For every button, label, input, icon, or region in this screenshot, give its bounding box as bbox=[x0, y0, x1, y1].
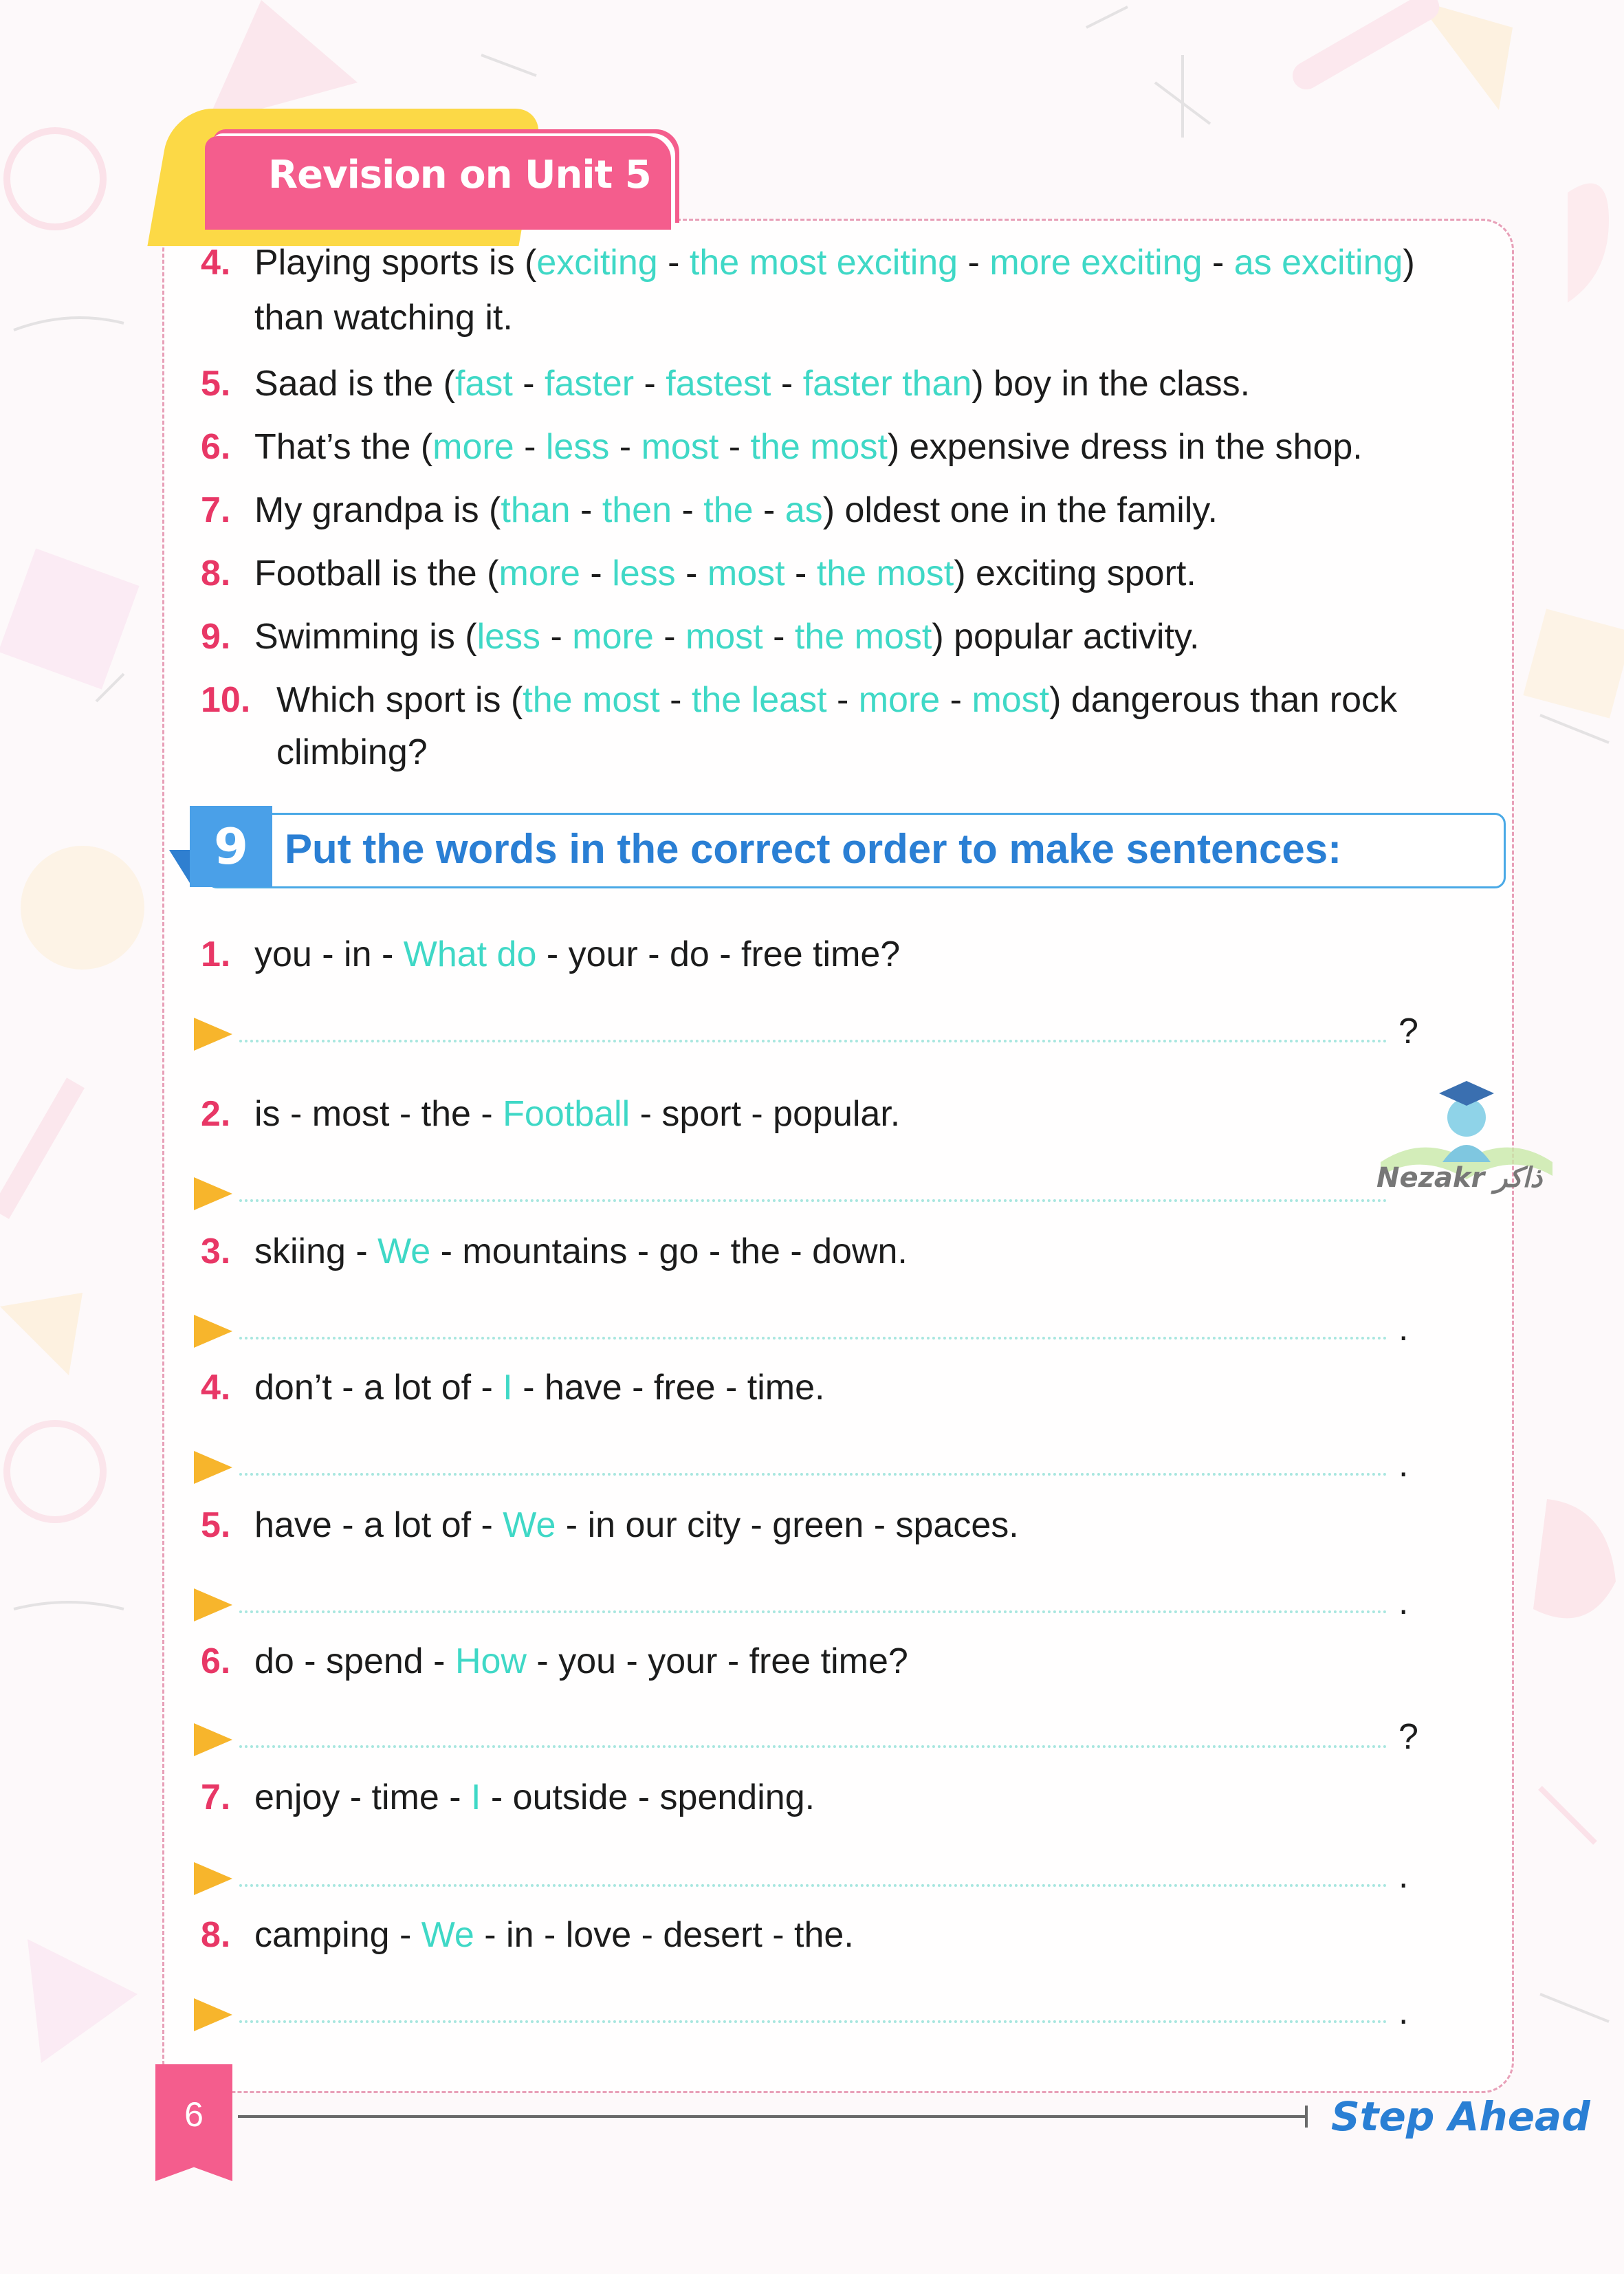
option-separator: - bbox=[653, 617, 685, 657]
word-group: don’t - a lot of - bbox=[254, 1368, 503, 1408]
scrambled-words bbox=[254, 1505, 1019, 1546]
question-number: 8. bbox=[201, 554, 231, 593]
section-number: 9 bbox=[190, 806, 272, 887]
answer-option[interactable]: most bbox=[685, 617, 763, 657]
arrow-icon bbox=[194, 1998, 232, 2031]
option-separator: - bbox=[514, 427, 546, 467]
option-separator: - bbox=[762, 617, 795, 657]
answer-end-punctuation: ? bbox=[1398, 1012, 1418, 1051]
page-number: 6 bbox=[184, 2095, 204, 2134]
arrow-icon bbox=[194, 1588, 232, 1621]
question-number: 9. bbox=[201, 617, 231, 657]
question-stem: Saad is the ( bbox=[254, 364, 455, 404]
option-separator: - bbox=[1202, 243, 1234, 283]
question-continuation: than watching it. bbox=[254, 298, 513, 338]
answer-option[interactable]: exciting bbox=[536, 243, 658, 283]
answer-option[interactable]: less bbox=[476, 617, 541, 657]
answer-line[interactable] bbox=[194, 1717, 1418, 1762]
option-separator: - bbox=[580, 554, 613, 593]
answer-option[interactable]: the bbox=[703, 490, 754, 530]
scrambled-words bbox=[254, 1367, 824, 1408]
answer-option[interactable]: the least bbox=[691, 680, 827, 720]
starter-word: Football bbox=[503, 1094, 630, 1134]
answer-line[interactable] bbox=[194, 1309, 1418, 1353]
word-group: - sport - popular. bbox=[630, 1094, 901, 1134]
question-number: 8. bbox=[201, 1915, 231, 1955]
dotted-writing-line[interactable] bbox=[239, 2020, 1387, 2023]
question-tail: ) oldest one in the family. bbox=[822, 490, 1218, 530]
question-number: 7. bbox=[201, 490, 231, 530]
answer-option[interactable]: more exciting bbox=[989, 243, 1203, 283]
question-stem: My grandpa is ( bbox=[254, 490, 501, 530]
question-tail: ) exciting sport. bbox=[954, 554, 1196, 593]
question-number: 6. bbox=[201, 427, 231, 467]
answer-line[interactable] bbox=[194, 1174, 1418, 1216]
starter-word: I bbox=[503, 1368, 513, 1408]
dotted-writing-line[interactable] bbox=[239, 1040, 1387, 1042]
answer-option[interactable]: faster bbox=[545, 364, 635, 404]
arrow-icon bbox=[194, 1723, 232, 1756]
question-text bbox=[254, 616, 1200, 657]
word-group: enjoy - time - bbox=[254, 1778, 471, 1817]
answer-end-punctuation: . bbox=[1398, 1856, 1409, 1896]
watermark-logo-text: Nezakr ذاكر bbox=[1376, 1162, 1543, 1194]
word-group: - mountains - go - the - down. bbox=[430, 1232, 908, 1271]
answer-option[interactable]: more bbox=[858, 680, 941, 720]
word-group: skiing - bbox=[254, 1232, 378, 1271]
word-group: camping - bbox=[254, 1915, 421, 1955]
answer-end-punctuation: ? bbox=[1398, 1717, 1418, 1757]
footer-divider bbox=[238, 2115, 1308, 2118]
option-separator: - bbox=[940, 680, 972, 720]
option-separator: - bbox=[718, 427, 751, 467]
question-number: 2. bbox=[201, 1094, 231, 1134]
arrow-icon bbox=[194, 1315, 232, 1348]
answer-option[interactable]: most bbox=[707, 554, 785, 593]
question-tail: ) boy in the class. bbox=[972, 364, 1251, 404]
answer-option[interactable]: the most bbox=[523, 680, 660, 720]
word-group: - you - your - free time? bbox=[526, 1641, 908, 1681]
question-text bbox=[254, 553, 1196, 594]
question-tail: ) expensive dress in the shop. bbox=[887, 427, 1363, 467]
question-number: 7. bbox=[201, 1778, 231, 1817]
arrow-icon bbox=[194, 1018, 232, 1051]
footer-divider-tick bbox=[1305, 2106, 1308, 2128]
answer-option[interactable]: the most bbox=[750, 427, 888, 467]
word-group: you - in - bbox=[254, 934, 404, 974]
option-separator: - bbox=[675, 554, 707, 593]
answer-option[interactable]: as exciting bbox=[1233, 243, 1403, 283]
dotted-writing-line[interactable] bbox=[239, 1610, 1387, 1613]
section-header-fold bbox=[169, 850, 190, 883]
scrambled-words bbox=[254, 1777, 815, 1818]
scrambled-words bbox=[254, 1093, 900, 1135]
option-separator: - bbox=[784, 554, 817, 593]
question-number: 3. bbox=[201, 1232, 231, 1271]
question-text bbox=[254, 426, 1363, 468]
word-group: - your - do - free time? bbox=[536, 934, 901, 974]
question-stem: That’s the ( bbox=[254, 427, 433, 467]
option-separator: - bbox=[753, 490, 785, 530]
arrow-icon bbox=[194, 1451, 232, 1484]
dotted-writing-line[interactable] bbox=[239, 1337, 1387, 1340]
question-number: 10. bbox=[201, 680, 251, 720]
word-group: - have - free - time. bbox=[512, 1368, 825, 1408]
answer-option[interactable]: less bbox=[545, 427, 610, 467]
answer-option[interactable]: most bbox=[972, 680, 1050, 720]
option-separator: - bbox=[657, 243, 690, 283]
question-stem: Swimming is ( bbox=[254, 617, 477, 657]
question-continuation: climbing? bbox=[276, 732, 428, 772]
arrow-icon bbox=[194, 1177, 232, 1210]
answer-line[interactable] bbox=[194, 1012, 1418, 1056]
question-number: 5. bbox=[201, 1505, 231, 1545]
answer-option[interactable]: fast bbox=[454, 364, 513, 404]
page-title: Revision on Unit 5 bbox=[268, 153, 651, 197]
word-group: - in our city - green - spaces. bbox=[556, 1505, 1019, 1545]
answer-option[interactable]: more bbox=[498, 554, 580, 593]
word-group: - outside - spending. bbox=[481, 1778, 815, 1817]
answer-option[interactable]: the most bbox=[794, 617, 932, 657]
answer-end-punctuation: . bbox=[1398, 1582, 1409, 1622]
word-group: have - a lot of - bbox=[254, 1505, 503, 1545]
answer-option[interactable]: more bbox=[572, 617, 654, 657]
question-number: 4. bbox=[201, 1368, 231, 1408]
option-separator: - bbox=[771, 364, 803, 404]
answer-option[interactable]: more bbox=[432, 427, 514, 467]
question-stem: Playing sports is ( bbox=[254, 243, 537, 283]
option-separator: - bbox=[512, 364, 545, 404]
answer-option[interactable]: as bbox=[784, 490, 823, 530]
starter-word: How bbox=[454, 1641, 527, 1681]
arrow-icon bbox=[194, 1862, 232, 1895]
dotted-writing-line[interactable] bbox=[239, 1884, 1387, 1887]
option-separator: - bbox=[826, 680, 859, 720]
answer-option[interactable]: than bbox=[501, 490, 571, 530]
question-number: 4. bbox=[201, 243, 231, 283]
option-separator: - bbox=[570, 490, 602, 530]
question-tail: ) dangerous than rock bbox=[1049, 680, 1397, 720]
option-separator: - bbox=[634, 364, 666, 404]
question-text bbox=[254, 363, 1250, 404]
answer-end-punctuation: . bbox=[1398, 1445, 1409, 1485]
dotted-writing-line[interactable] bbox=[239, 1745, 1387, 1748]
question-number: 1. bbox=[201, 934, 231, 974]
question-stem: Which sport is ( bbox=[276, 680, 523, 720]
footer-brand: Step Ahead bbox=[1331, 2093, 1590, 2140]
answer-option[interactable]: most bbox=[641, 427, 719, 467]
dotted-writing-line[interactable] bbox=[239, 1473, 1387, 1476]
scrambled-words bbox=[254, 1914, 854, 1956]
option-separator: - bbox=[958, 243, 990, 283]
starter-word: We bbox=[377, 1232, 431, 1271]
answer-option[interactable]: less bbox=[612, 554, 676, 593]
answer-line[interactable] bbox=[194, 1992, 1418, 2037]
starter-word: We bbox=[503, 1505, 556, 1545]
question-text bbox=[254, 242, 1415, 283]
scrambled-words bbox=[254, 934, 900, 975]
answer-option[interactable]: the most bbox=[816, 554, 954, 593]
scrambled-words bbox=[254, 1231, 908, 1272]
word-group: - in - love - desert - the. bbox=[474, 1915, 854, 1955]
question-stem: Football is the ( bbox=[254, 554, 499, 593]
dotted-writing-line[interactable] bbox=[239, 1199, 1387, 1202]
question-tail: ) popular activity. bbox=[932, 617, 1200, 657]
starter-word: What do bbox=[403, 934, 537, 974]
word-group: do - spend - bbox=[254, 1641, 455, 1681]
option-separator: - bbox=[672, 490, 704, 530]
question-text bbox=[276, 679, 1397, 721]
question-text bbox=[254, 490, 1218, 531]
section-title: Put the words in the correct order to make sentences: bbox=[285, 826, 1342, 872]
answer-line[interactable] bbox=[194, 1582, 1418, 1627]
starter-word: We bbox=[421, 1915, 474, 1955]
option-separator: - bbox=[609, 427, 641, 467]
question-tail: ) bbox=[1403, 243, 1415, 283]
answer-option[interactable]: faster than bbox=[802, 364, 972, 404]
starter-word: I bbox=[470, 1778, 481, 1817]
answer-end-punctuation: . bbox=[1398, 1309, 1409, 1348]
answer-line[interactable] bbox=[194, 1856, 1418, 1901]
answer-option[interactable]: then bbox=[602, 490, 672, 530]
answer-end-punctuation: . bbox=[1398, 1992, 1409, 2032]
question-number: 6. bbox=[201, 1641, 231, 1681]
option-separator: - bbox=[540, 617, 573, 657]
option-separator: - bbox=[659, 680, 692, 720]
answer-line[interactable] bbox=[194, 1445, 1418, 1489]
answer-option[interactable]: the most exciting bbox=[689, 243, 958, 283]
scrambled-words bbox=[254, 1641, 908, 1682]
word-group: is - most - the - bbox=[254, 1094, 503, 1134]
question-number: 5. bbox=[201, 364, 231, 404]
answer-option[interactable]: fastest bbox=[666, 364, 771, 404]
